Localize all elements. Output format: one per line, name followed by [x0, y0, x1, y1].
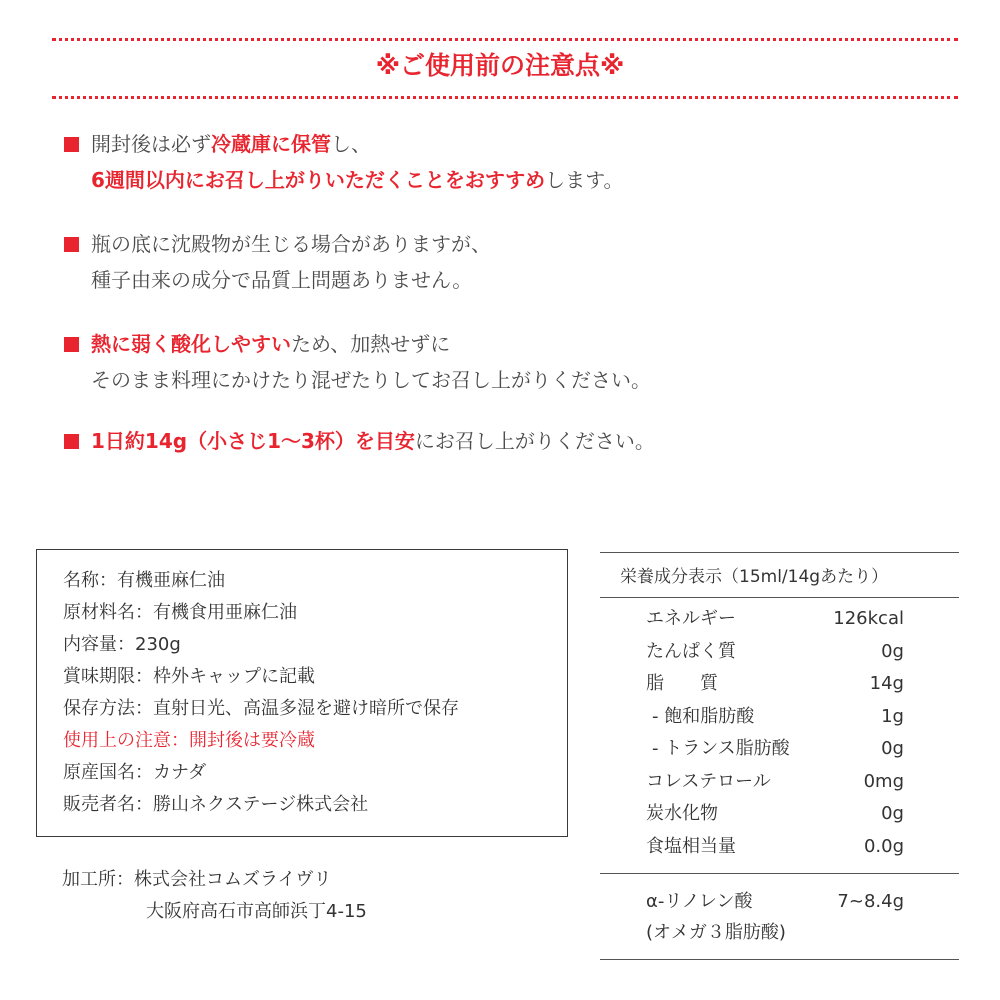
note-text: 種子由来の成分で品質上問題ありません。 — [91, 268, 473, 292]
note-text: します。 — [545, 168, 624, 192]
processor-name: 加工所：株式会社コムズライヴリ — [62, 869, 332, 890]
label-row-seller: 販売者名：勝山ネクステージ株式会社 — [63, 794, 369, 815]
note-text: ため、加熱せずに — [291, 332, 451, 356]
nutrient-value: 7~8.4g — [837, 891, 904, 912]
note-text: そのまま料理にかけたり混ぜたりしてお召し上がりください。 — [91, 368, 651, 392]
caution-item-heat — [60, 326, 651, 398]
nutrient-value: 0.0g — [863, 836, 904, 857]
nutrient-name: α-リノレン酸 — [646, 891, 753, 912]
nutrition-top-rule — [600, 552, 959, 553]
nutrition-bottom-rule — [600, 959, 959, 960]
label-row-usage-warning: 使用上の注意：開封後は要冷蔵 — [63, 730, 315, 751]
label-row-volume: 内容量：230g — [63, 634, 181, 655]
label-row-best-before: 賞味期限：枠外キャップに記載 — [63, 666, 315, 687]
red-square-bullet-icon — [64, 137, 79, 152]
top-dotted-divider — [52, 38, 958, 41]
omega-note-text: (オメガ３脂肪酸) — [646, 922, 786, 943]
note-emphasis: 熱に弱く酸化しやすい — [91, 332, 291, 356]
label-row-ingredients: 原材料名：有機食用亜麻仁油 — [63, 602, 297, 623]
nutrient-value: 126kcal — [833, 608, 904, 629]
note-text: 瓶の底に沈殿物が生じる場合がありますが、 — [91, 232, 491, 256]
nutrient-value: 14g — [869, 673, 904, 694]
red-square-bullet-icon — [64, 237, 79, 252]
nutrition-header-rule — [600, 597, 959, 598]
nutrient-name: - トランス脂肪酸 — [652, 738, 790, 759]
nutrient-value: 1g — [881, 706, 904, 727]
note-text: 開封後は必ず — [91, 132, 211, 156]
caution-item-sediment — [60, 226, 491, 298]
processor-address: 大阪府高石市高師浜丁4-15 — [146, 901, 367, 922]
note-emphasis: 6週間以内にお召し上がりいただくことをおすすめ — [91, 168, 546, 192]
nutrient-name: - 飽和脂肪酸 — [652, 706, 755, 727]
nutrition-title: 栄養成分表示（15ml/14gあたり） — [620, 567, 889, 587]
red-square-bullet-icon — [64, 337, 79, 352]
bottom-dotted-divider — [52, 96, 958, 99]
note-emphasis: 冷蔵庫に保管 — [211, 132, 331, 156]
label-row-name: 名称：有機亜麻仁油 — [63, 570, 225, 591]
caution-title: ※ご使用前の注意点※ — [375, 51, 625, 80]
label-row-origin: 原産国名：カナダ — [63, 762, 207, 783]
nutrient-name: 脂 質 — [646, 673, 718, 694]
caution-item-storage — [60, 126, 624, 198]
nutrient-value: 0g — [881, 738, 904, 759]
product-label-box — [36, 549, 568, 837]
nutrient-name: コレステロール — [646, 771, 771, 792]
nutrient-name: 食塩相当量 — [646, 836, 736, 857]
nutrient-name: エネルギー — [646, 608, 736, 629]
caution-item-dosage — [60, 423, 655, 459]
nutrient-value: 0g — [881, 641, 904, 662]
nutrient-name: 炭水化物 — [646, 803, 718, 824]
red-square-bullet-icon — [64, 434, 79, 449]
nutrition-omega-rule — [600, 873, 959, 874]
note-text: にお召し上がりください。 — [414, 429, 655, 453]
note-text: し、 — [331, 132, 371, 156]
nutrient-value: 0g — [881, 803, 904, 824]
nutrient-value: 0mg — [863, 771, 904, 792]
nutrient-name: たんぱく質 — [646, 641, 736, 662]
note-emphasis: 1日約14g（小さじ1～3杯）を目安 — [91, 429, 415, 453]
label-row-storage: 保存方法：直射日光、高温多湿を避け暗所で保存 — [63, 698, 459, 719]
